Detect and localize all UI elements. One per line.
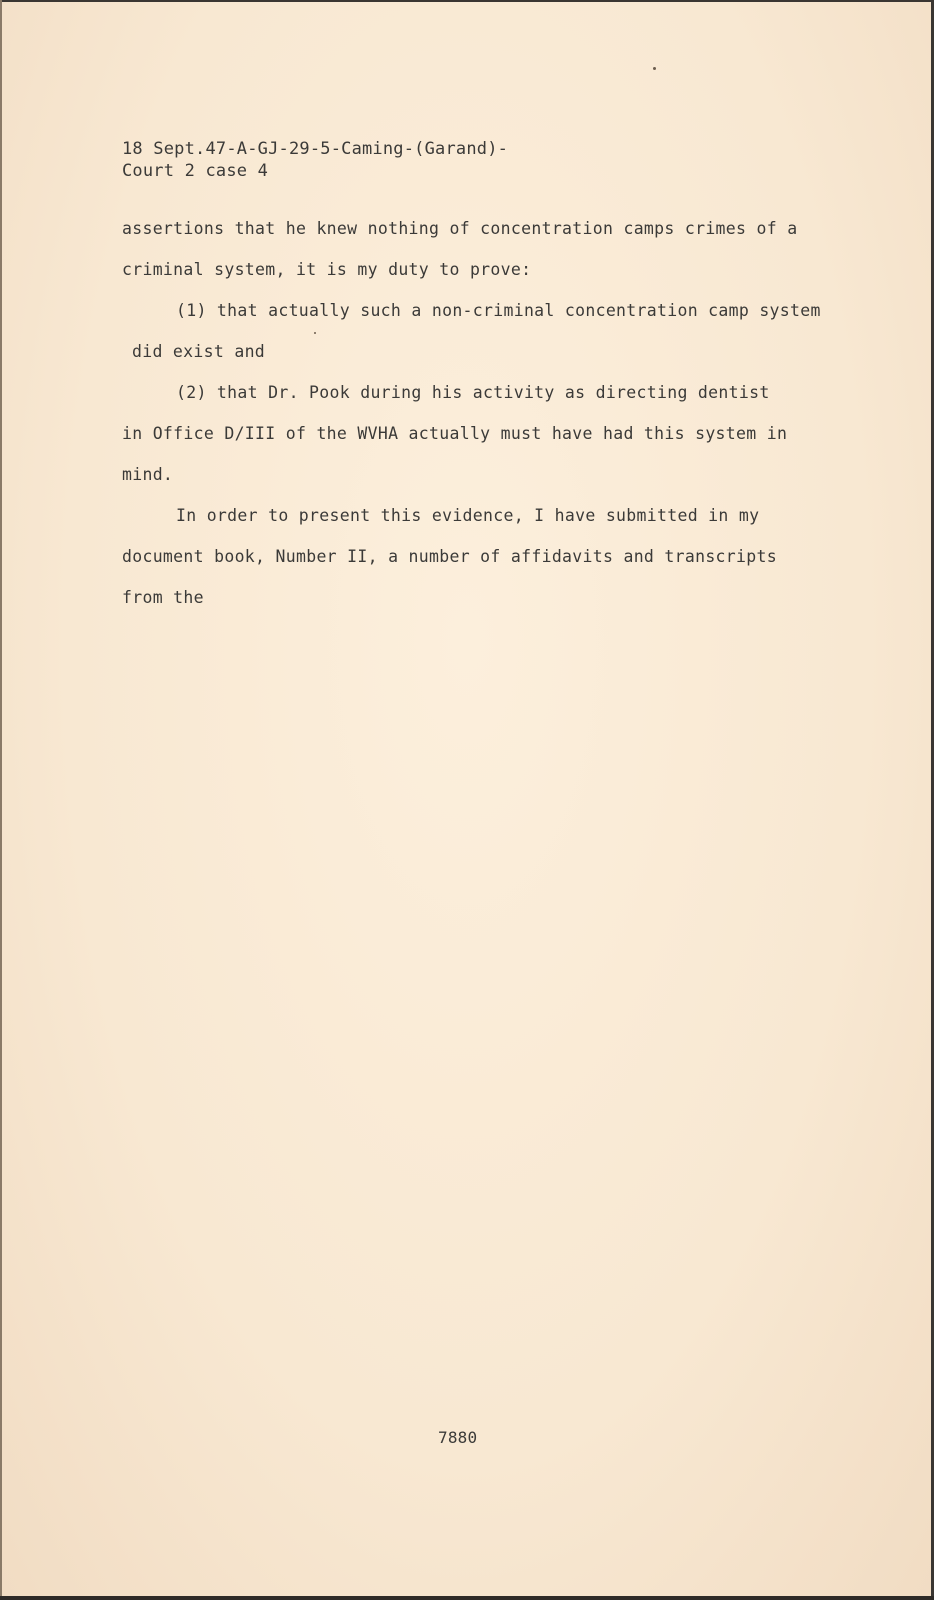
body-line: (2) that Dr. Pook during his activity as directing dentist (176, 383, 770, 402)
scan-edge-bottom (0, 1596, 934, 1600)
paper-speck (314, 332, 316, 334)
body-line: from the (122, 588, 204, 607)
body-line: in Office D/III of the WVHA actually must have had this system in (122, 424, 788, 443)
body-line: criminal system, it is my duty to prove: (122, 260, 532, 279)
scan-edge-left (0, 0, 2, 1600)
body-line: (1) that actually such a non-criminal concentration camp system (176, 301, 821, 320)
page-number: 7880 (438, 1428, 478, 1447)
paper-speck (653, 67, 656, 70)
header-court-line: Court 2 case 4 (122, 161, 269, 181)
document-header (122, 138, 508, 182)
body-line: document book, Number II, a number of affidavits and transcripts (122, 547, 777, 566)
body-line: assertions that he knew nothing of concentration camps crimes of a (122, 219, 798, 238)
header-reference-line: 18 Sept.47-A-GJ-29-5-Caming-(Garand)- (122, 139, 509, 159)
body-line: In order to present this evidence, I have submitted in my (176, 506, 760, 525)
body-line: mind. (122, 465, 174, 484)
body-line: did exist and (132, 342, 266, 361)
scan-edge-top (0, 0, 934, 2)
